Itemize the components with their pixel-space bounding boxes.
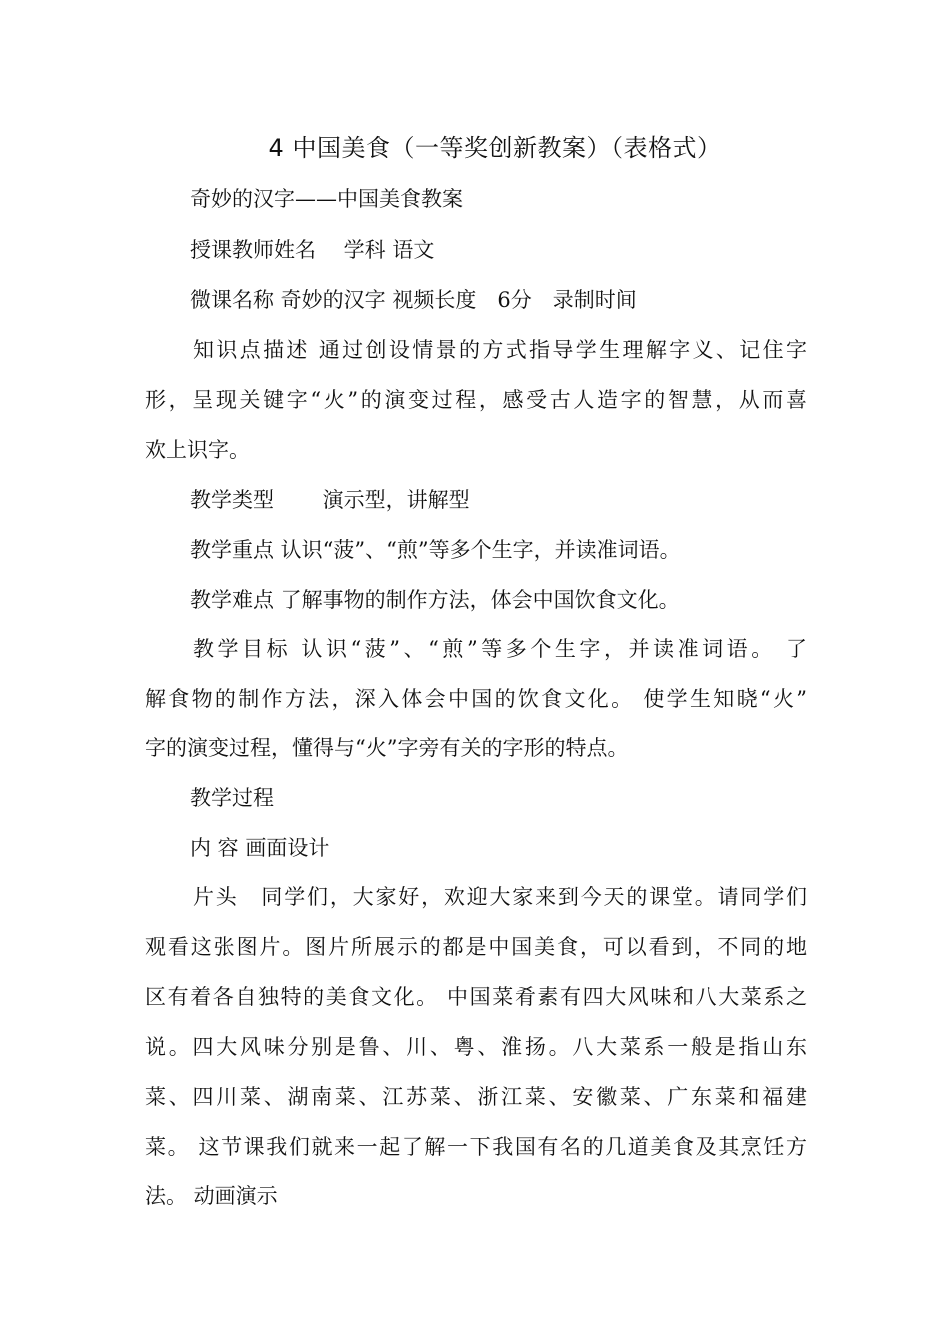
teaching-type-line: 教学类型 演示型，讲解型 — [190, 488, 470, 512]
teaching-process-heading: 教学过程 — [190, 786, 274, 810]
intro-line-5: 菜、四川菜、湖南菜、江苏菜、浙江菜、安徽菜、广东菜和福建 — [145, 1085, 807, 1109]
teaching-focus-line: 教学重点 认识“菠”、“煎”等多个生字，并读准词语。 — [190, 538, 681, 562]
microlesson-line: 微课名称 奇妙的汉字 视频长度 6分 录制时间 — [190, 288, 637, 312]
teaching-goal-line-2: 解食物的制作方法，深入体会中国的饮食文化。 使学生知晓“火” — [145, 687, 807, 711]
document-title: 4 中国美食（一等奖创新教案）（表格式） — [268, 134, 722, 162]
teacher-subject-line: 授课教师姓名 学科 语文 — [190, 238, 435, 262]
intro-line-3: 区有着各自独特的美食文化。 中国菜肴素有四大风味和八大菜系之 — [145, 985, 807, 1009]
intro-line-7: 法。 动画演示 — [145, 1184, 278, 1208]
knowledge-line-1: 知识点描述 通过创设情景的方式指导学生理解字义、记住字 — [193, 338, 807, 362]
intro-line-2: 观看这张图片。图片所展示的都是中国美食，可以看到，不同的地 — [145, 935, 807, 959]
intro-line-4: 说。四大风味分别是鲁、川、粤、淮扬。八大菜系一般是指山东 — [145, 1035, 807, 1059]
content-design-heading: 内 容 画面设计 — [190, 836, 330, 860]
teaching-goal-line-3: 字的演变过程，懂得与“火”字旁有关的字形的特点。 — [145, 736, 629, 760]
intro-line-6: 菜。 这节课我们就来一起了解一下我国有名的几道美食及其烹饪方 — [145, 1135, 807, 1159]
knowledge-line-3: 欢上识字。 — [145, 438, 250, 462]
teaching-difficulty-line: 教学难点 了解事物的制作方法，体会中国饮食文化。 — [190, 588, 680, 612]
teaching-goal-line-1: 教学目标 认识“菠”、“煎”等多个生字，并读准词语。 了 — [193, 637, 807, 661]
subtitle-line: 奇妙的汉字——中国美食教案 — [190, 187, 463, 211]
knowledge-line-2: 形，呈现关键字“火”的演变过程，感受古人造字的智慧，从而喜 — [145, 388, 807, 412]
intro-line-1: 片头 同学们，大家好，欢迎大家来到今天的课堂。请同学们 — [193, 885, 807, 909]
